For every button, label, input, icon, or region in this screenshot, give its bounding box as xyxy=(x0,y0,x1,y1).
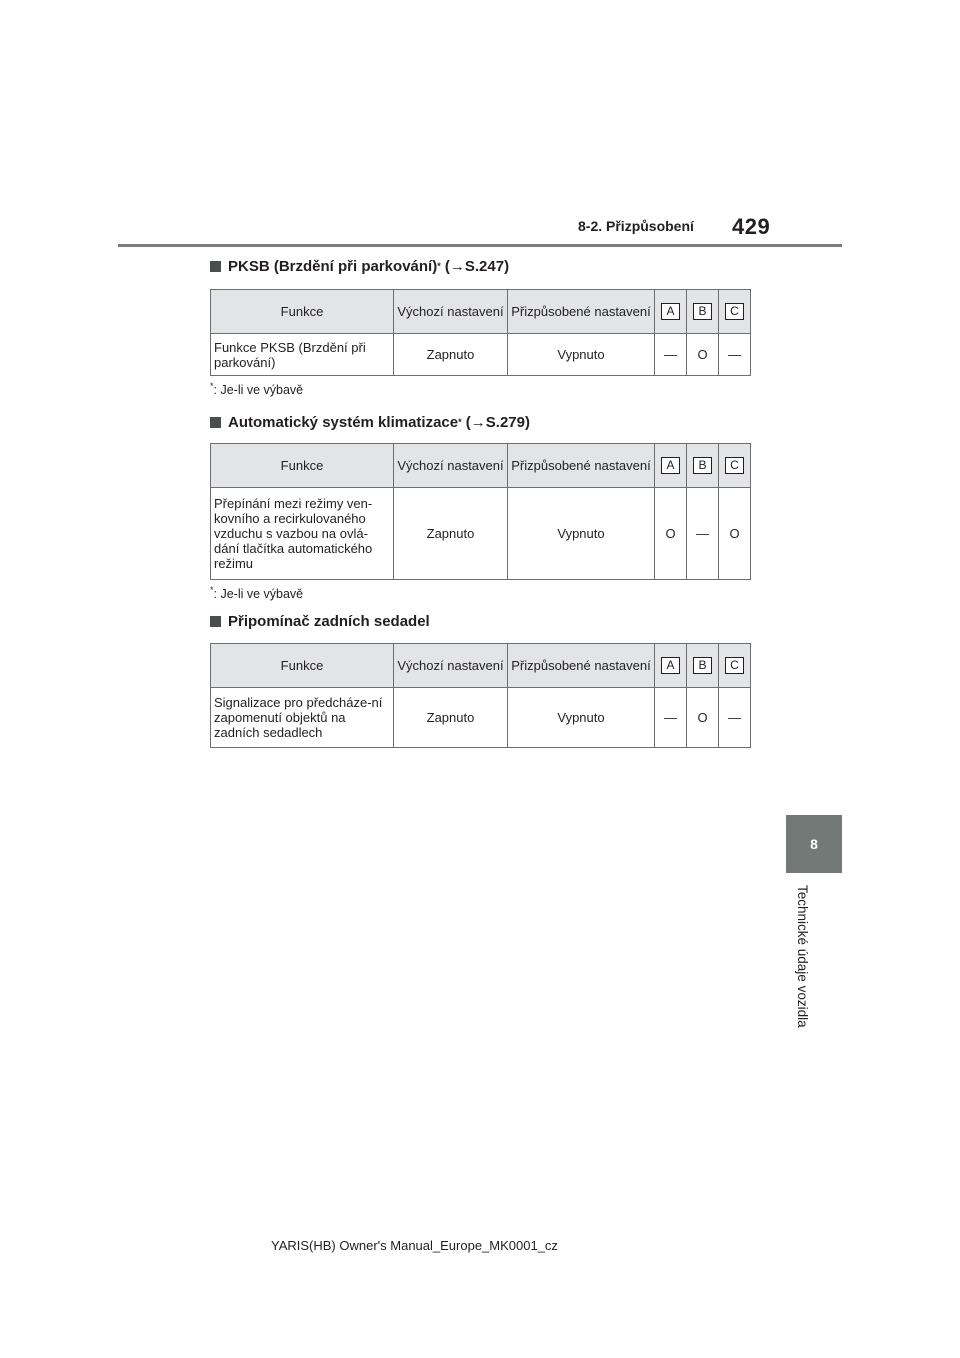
table-row xyxy=(211,488,751,580)
footnote-marker: * xyxy=(458,416,462,427)
custom-cell: Vypnuto xyxy=(508,334,655,376)
column-header-function: Funkce xyxy=(211,444,394,488)
section-heading-rear-seat xyxy=(210,613,430,630)
table-row xyxy=(211,334,751,376)
section-title-text: Automatický systém klimatizace xyxy=(228,414,459,431)
footnote xyxy=(210,585,303,601)
section-title-text: PKSB (Brzdění při parkování) xyxy=(228,258,438,275)
chapter-label: Technické údaje vozidla xyxy=(795,885,810,1028)
b-cell: O xyxy=(687,334,719,376)
a-cell: O xyxy=(655,488,687,580)
b-cell: O xyxy=(687,688,719,748)
table-header-row xyxy=(211,644,751,688)
section-title: 8-2. Přizpůsobení xyxy=(578,218,694,234)
chapter-tab xyxy=(786,815,842,873)
column-header-c xyxy=(719,290,751,334)
column-header-custom: Přizpůsobené nastavení xyxy=(508,444,655,488)
c-cell: — xyxy=(719,688,751,748)
page-reference: (→S.279) xyxy=(465,414,530,431)
column-header-default: Výchozí nastavení xyxy=(394,644,508,688)
column-header-a xyxy=(655,644,687,688)
custom-cell: Vypnuto xyxy=(508,688,655,748)
default-cell: Zapnuto xyxy=(394,334,508,376)
b-cell: — xyxy=(687,488,719,580)
boxed-letter-c: C xyxy=(725,457,744,474)
column-header-default: Výchozí nastavení xyxy=(394,444,508,488)
column-header-b xyxy=(687,644,719,688)
settings-table-climate xyxy=(210,443,751,580)
footnote-text: : Je-li ve výbavě xyxy=(213,587,304,602)
footnote-marker: * xyxy=(210,585,214,595)
footnote-text: : Je-li ve výbavě xyxy=(213,383,304,398)
boxed-letter-a: A xyxy=(661,657,680,674)
footnote-marker: * xyxy=(210,381,214,391)
column-header-a xyxy=(655,444,687,488)
column-header-custom: Přizpůsobené nastavení xyxy=(508,290,655,334)
square-bullet-icon xyxy=(210,417,221,428)
section-heading-pksb xyxy=(210,258,509,275)
boxed-letter-b: B xyxy=(693,457,712,474)
function-cell: Přepínání mezi režimy ven-kovního a recirkulovaného vzduchu s vazbou na ovlá-dání tlačítka automatického režimu xyxy=(211,488,394,580)
boxed-letter-c: C xyxy=(725,303,744,320)
column-header-a xyxy=(655,290,687,334)
a-cell: — xyxy=(655,334,687,376)
column-header-b xyxy=(687,290,719,334)
footnote-marker: * xyxy=(437,260,441,271)
header-divider xyxy=(118,244,842,247)
function-cell: Funkce PKSB (Brzdění při parkování) xyxy=(211,334,394,376)
settings-table-rear-seat xyxy=(210,643,751,748)
boxed-letter-a: A xyxy=(661,303,680,320)
a-cell: — xyxy=(655,688,687,748)
settings-table-pksb xyxy=(210,289,751,376)
boxed-letter-b: B xyxy=(693,657,712,674)
c-cell: — xyxy=(719,334,751,376)
boxed-letter-a: A xyxy=(661,457,680,474)
footer-text: YARIS(HB) Owner's Manual_Europe_MK0001_cz xyxy=(271,1238,558,1253)
table-header-row xyxy=(211,444,751,488)
default-cell: Zapnuto xyxy=(394,488,508,580)
column-header-c xyxy=(719,444,751,488)
page-reference: (→S.247) xyxy=(444,258,510,275)
column-header-c xyxy=(719,644,751,688)
chapter-number: 8 xyxy=(810,836,818,852)
column-header-custom: Přizpůsobené nastavení xyxy=(508,644,655,688)
square-bullet-icon xyxy=(210,616,221,627)
column-header-b xyxy=(687,444,719,488)
boxed-letter-c: C xyxy=(725,657,744,674)
footnote xyxy=(210,381,303,397)
default-cell: Zapnuto xyxy=(394,688,508,748)
section-title-text: Připomínač zadních sedadel xyxy=(228,613,430,630)
page-number: 429 xyxy=(732,214,771,239)
function-cell: Signalizace pro předcháze-ní zapomenutí objektů na zadních sedadlech xyxy=(211,688,394,748)
table-header-row xyxy=(211,290,751,334)
boxed-letter-b: B xyxy=(693,303,712,320)
section-heading-climate xyxy=(210,414,530,431)
column-header-function: Funkce xyxy=(211,290,394,334)
square-bullet-icon xyxy=(210,261,221,272)
custom-cell: Vypnuto xyxy=(508,488,655,580)
column-header-default: Výchozí nastavení xyxy=(394,290,508,334)
column-header-function: Funkce xyxy=(211,644,394,688)
c-cell: O xyxy=(719,488,751,580)
table-row xyxy=(211,688,751,748)
